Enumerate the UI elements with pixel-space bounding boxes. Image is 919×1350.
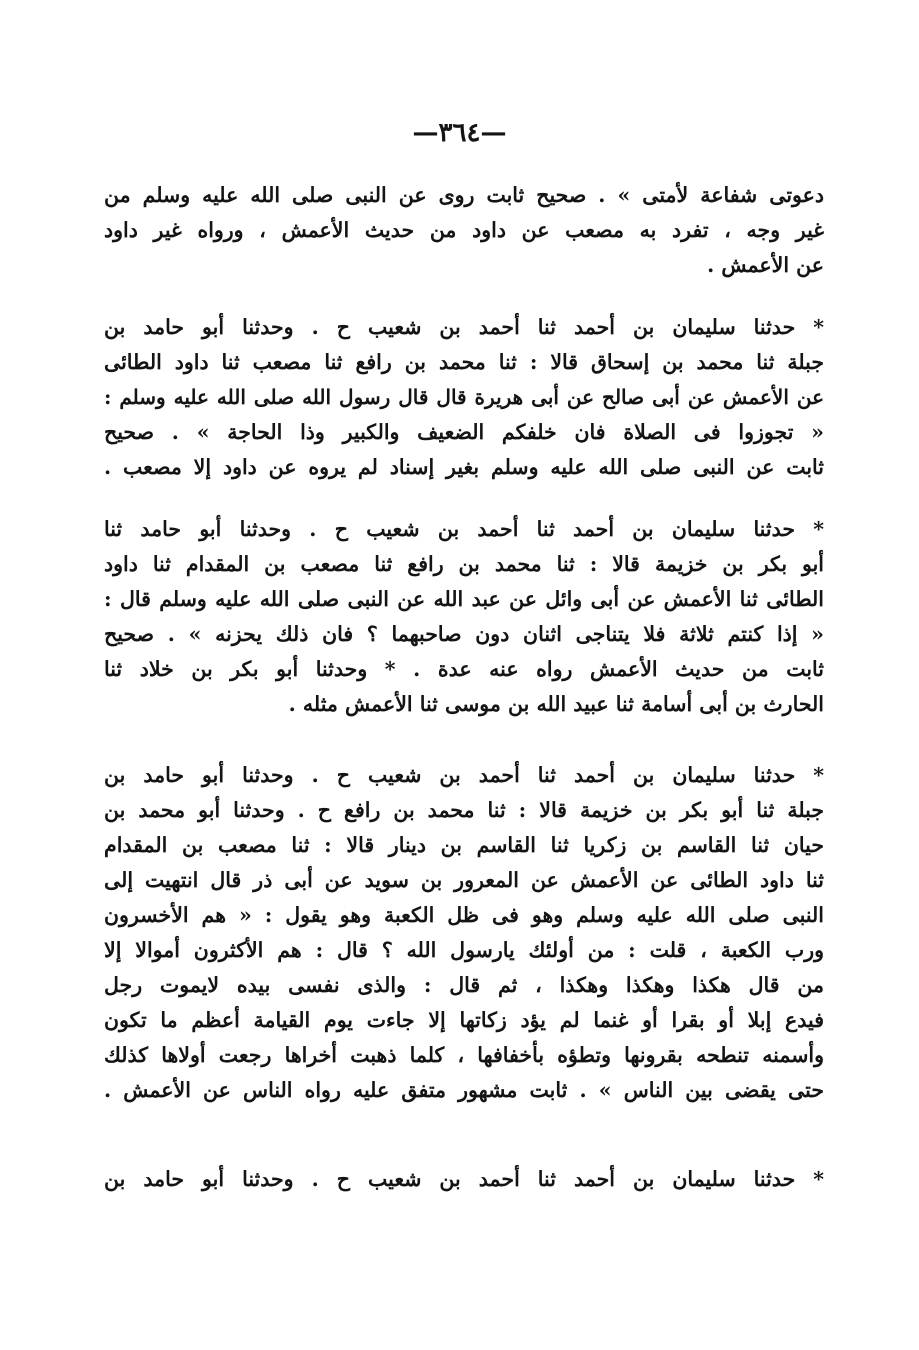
page-number: —٣٦٤—	[412, 118, 507, 148]
text-line: ورب الكعبة ، قلت : من أولئك يارسول الله ؟ قال : هم الأكثرون أموالا إلا	[104, 938, 824, 962]
text-line: الطائى ثنا الأعمش عن أبى وائل عن عبد الله عن النبى صلى الله عليه وسلم قال :	[104, 587, 824, 611]
text-line: أبو بكر بن خزيمة قالا : ثنا محمد بن رافع ثنا مصعب بن المقدام ثنا داود	[104, 552, 824, 576]
text-line: « تجوزوا فى الصلاة فان خلفكم الضعيف والكبير وذا الحاجة » . صحيح	[104, 420, 824, 444]
text-line: دعوتى شفاعة لأمتى » . صحيح ثابت روى عن النبى صلى الله عليه وسلم من	[104, 183, 824, 207]
text-line: جبلة ثنا محمد بن إسحاق قالا : ثنا محمد بن رافع ثنا مصعب ثنا داود الطائى	[104, 350, 824, 374]
text-line: فيدع إبلا أو بقرا أو غنما لم يؤد زكاتها إلا جاءت يوم القيامة أعظم ما تكون	[104, 1008, 824, 1032]
text-line: ثابت من حديث الأعمش رواه عنه عدة . * وحدثنا أبو بكر بن خلاد ثنا	[104, 657, 824, 681]
paragraph-3	[104, 512, 824, 722]
paragraph-5	[104, 1162, 824, 1197]
text-line: حتى يقضى بين الناس » . ثابت مشهور متفق عليه رواه الناس عن الأعمش .	[104, 1078, 824, 1102]
text-line: عن الأعمش عن أبى صالح عن أبى هريرة قال قال رسول الله صلى الله عليه وسلم :	[104, 385, 824, 409]
text-line: النبى صلى الله عليه وسلم وهو فى ظل الكعبة وهو يقول : « هم الأخسرون	[104, 903, 824, 927]
text-line: ثنا داود الطائى عن الأعمش عن المعرور بن سويد عن أبى ذر قال انتهيت إلى	[104, 868, 824, 892]
text-line: * حدثنا سليمان بن أحمد ثنا أحمد بن شعيب ح . وحدثنا أبو حامد بن	[104, 763, 824, 787]
text-line: الحارث بن أبى أسامة ثنا عبيد الله بن موسى ثنا الأعمش مثله .	[288, 692, 824, 716]
paragraph-4	[104, 758, 824, 1108]
text-line: حيان ثنا القاسم بن زكريا ثنا القاسم بن دينار قالا : ثنا مصعب بن المقدام	[104, 833, 824, 857]
text-line: من قال هكذا وهكذا وهكذا ، ثم قال : والذى نفسى بيده لايموت رجل	[104, 973, 824, 997]
text-line: * حدثنا سليمان بن أحمد ثنا أحمد بن شعيب ح . وحدثنا أبو حامد ثنا	[104, 517, 824, 541]
text-line: « إذا كنتم ثلاثة فلا يتناجى اثنان دون صاحبهما ؟ فان ذلك يحزنه » . صحيح	[104, 622, 824, 646]
text-line: وأسمنه تنطحه بقرونها وتطؤه بأخفافها ، كلما ذهبت أخراها رجعت أولاها كذلك	[104, 1043, 824, 1067]
text-line: * حدثنا سليمان بن أحمد ثنا أحمد بن شعيب ح . وحدثنا أبو حامد بن	[104, 1167, 824, 1191]
paragraph-1	[104, 178, 824, 283]
text-line: عن الأعمش .	[707, 253, 824, 277]
text-line: جبلة ثنا أبو بكر بن خزيمة قالا : ثنا محمد بن رافع ح . وحدثنا أبو محمد بن	[104, 798, 824, 822]
text-line: ثابت عن النبى صلى الله عليه وسلم بغير إسناد لم يروه عن داود إلا مصعب .	[104, 455, 824, 479]
text-line: * حدثنا سليمان بن أحمد ثنا أحمد بن شعيب ح . وحدثنا أبو حامد بن	[104, 315, 824, 339]
text-line: غير وجه ، تفرد به مصعب عن داود من حديث الأعمش ، ورواه غير داود	[104, 218, 824, 242]
paragraph-2	[104, 310, 824, 485]
